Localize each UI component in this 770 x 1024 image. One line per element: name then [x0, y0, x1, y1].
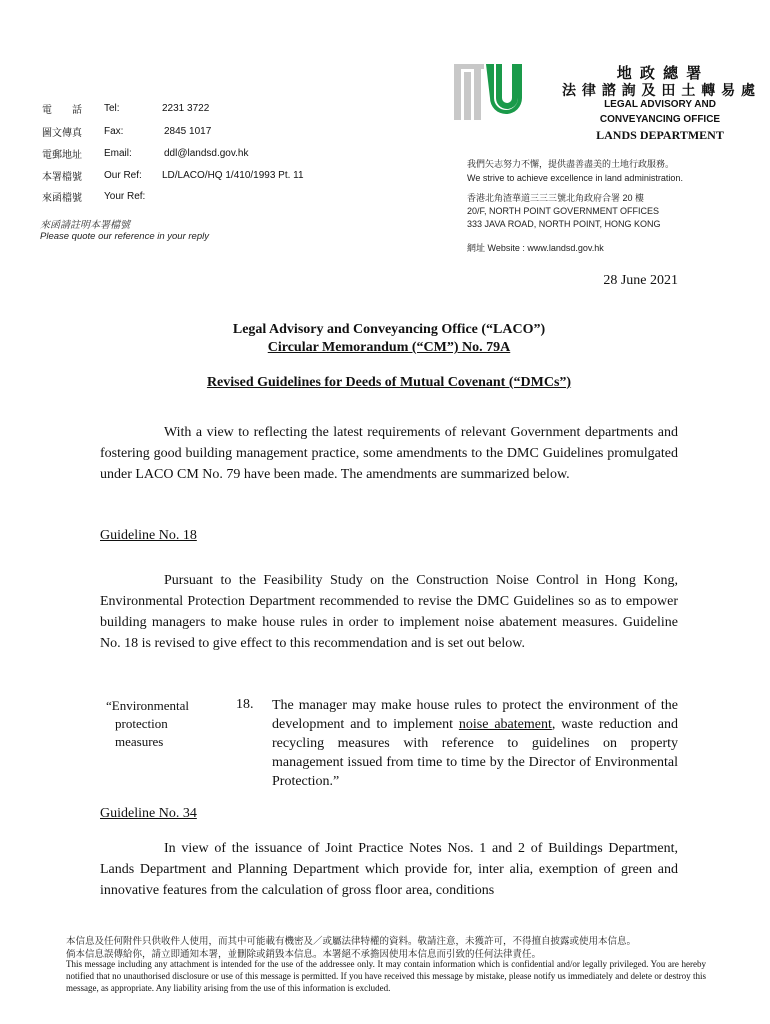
contact-label-zh: 電 話 — [42, 105, 82, 116]
contact-email — [42, 146, 248, 161]
contact-label: Tel: — [104, 103, 120, 114]
letter-date: 28 June 2021 — [603, 273, 678, 288]
guideline-18-label — [106, 697, 216, 751]
website[interactable]: 網址 Website : www.landsd.gov.hk — [467, 243, 604, 253]
disclaimer-zh-line1: 本信息及任何附件只供收件人使用，而其中可能載有機密及／或屬法律特權的資料。敬請注意，未獲許可，不得擅自披露或使用本信息。 — [66, 936, 637, 947]
office-name-zh: 法 律 諮 詢 及 田 土 轉 易 處 — [561, 82, 756, 98]
address-zh: 香港北角渣華道三三三號北角政府合署 20 樓 — [467, 193, 645, 203]
contact-our-ref — [42, 168, 304, 183]
office-name-en-line2: CONVEYANCING OFFICE — [599, 114, 721, 125]
address-en-line1: 20/F, NORTH POINT GOVERNMENT OFFICES — [467, 206, 660, 216]
disclaimer-en: This message including any attachment is intended for the use of the addressee only. It may contain information which is confidential and/or legally privileged. You are hereby notified that no unauthorised disclosure or use of this message is permitted. If you have received this message by mistake, please notify us immediately and delete or destroy this message, as appropriate. Any liability arising from the use of this information is excluded. — [66, 959, 706, 993]
department-name-zh: 地 政 總 署 — [616, 65, 704, 82]
quote-label-line: “Environmental — [106, 698, 190, 713]
contact-label-zh: 電郵地址 — [42, 150, 82, 161]
contact-value: LD/LACO/HQ 1/410/1993 Pt. 11 — [162, 170, 304, 181]
guideline-34-heading: Guideline No. 34 — [100, 806, 197, 821]
intro-paragraph-text: With a view to reflecting the latest requirements of relevant Government departments and fostering good building management practice, some amendments to the DMC Guidelines promulgated under LACO CM No. 79 have been made. The amendments are summarized below. — [100, 425, 678, 482]
guideline-18-heading: Guideline No. 18 — [100, 528, 197, 543]
quote-reference-note-zh: 來函請註明本署檔號 — [40, 220, 130, 231]
quote-label-line: protection — [115, 716, 168, 731]
contact-label-zh: 本署檔號 — [42, 172, 82, 183]
motto-zh: 我們矢志努力不懈，提供盡善盡美的土地行政服務。 — [467, 159, 675, 169]
guideline-34-paragraph — [100, 838, 678, 901]
guideline-18-number: 18. — [236, 697, 254, 712]
quote-reference-note-en: Please quote our reference in your reply — [40, 231, 209, 242]
department-name-en: LANDS DEPARTMENT — [596, 128, 724, 142]
contact-value: 2231 3722 — [162, 103, 210, 114]
guideline-34-paragraph-text: In view of the issuance of Joint Practice Notes Nos. 1 and 2 of Buildings Department, Lands Department and Planning Department which provide for, inter alia, exemption of green and innovative features from the calculation of gross floor area, conditions — [100, 841, 678, 898]
guideline-18-quote — [272, 696, 678, 791]
memo-title-line2: Circular Memorandum (“CM”) No. 79A — [267, 340, 511, 355]
disclaimer-zh-line2: 倘本信息誤傳給你，請立即通知本署，並刪除或銷毀本信息。本署絕不承擔因使用本信息而引致的任何法律責任。 — [66, 949, 542, 960]
quote-text-part: , waste reduction and recycling measures with reference to guidelines on property management issued from time to time by the Director of Environmental Protection.” — [272, 717, 679, 789]
motto-en: We strive to achieve excellence in land administration. — [467, 173, 683, 183]
office-name-en-line1: LEGAL ADVISORY AND — [604, 99, 716, 110]
contact-label: Fax: — [104, 126, 124, 137]
address-en-line2: 333 JAVA ROAD, NORTH POINT, HONG KONG — [467, 219, 661, 229]
contact-label: Your Ref: — [104, 191, 146, 202]
contact-label-zh: 來函檔號 — [42, 193, 82, 204]
memo-title-line1: Legal Advisory and Conveyancing Office (“LACO”) — [232, 322, 546, 337]
contact-fax — [42, 124, 211, 139]
quote-text-part: The manager may make house rules to protect the environment of the development and to implement — [272, 698, 678, 732]
lands-department-logo — [452, 62, 522, 124]
contact-label: Email: — [104, 148, 132, 159]
memo-subject: Revised Guidelines for Deeds of Mutual Covenant (“DMCs”) — [206, 375, 572, 390]
intro-paragraph — [100, 422, 678, 485]
quote-label-line: measures — [115, 734, 164, 749]
contact-label: Our Ref: — [104, 170, 142, 181]
quote-text-underlined: noise abatement — [458, 717, 552, 732]
contact-tel — [42, 101, 209, 116]
guideline-18-paragraph-text: Pursuant to the Feasibility Study on the Construction Noise Control in Hong Kong, Environmental Protection Department recommended to revise the DMC Guidelines so as to empower building managers to make house rules in order to implement noise abatement measures. Guideline No. 18 is revised to give effect to this recommendation and is set out below. — [100, 573, 678, 651]
contact-value: 2845 1017 — [164, 126, 212, 137]
contact-your-ref — [42, 189, 162, 204]
contact-value[interactable]: ddl@landsd.gov.hk — [164, 148, 249, 159]
guideline-18-paragraph — [100, 570, 678, 654]
contact-label-zh: 圖文傳真 — [42, 128, 82, 139]
